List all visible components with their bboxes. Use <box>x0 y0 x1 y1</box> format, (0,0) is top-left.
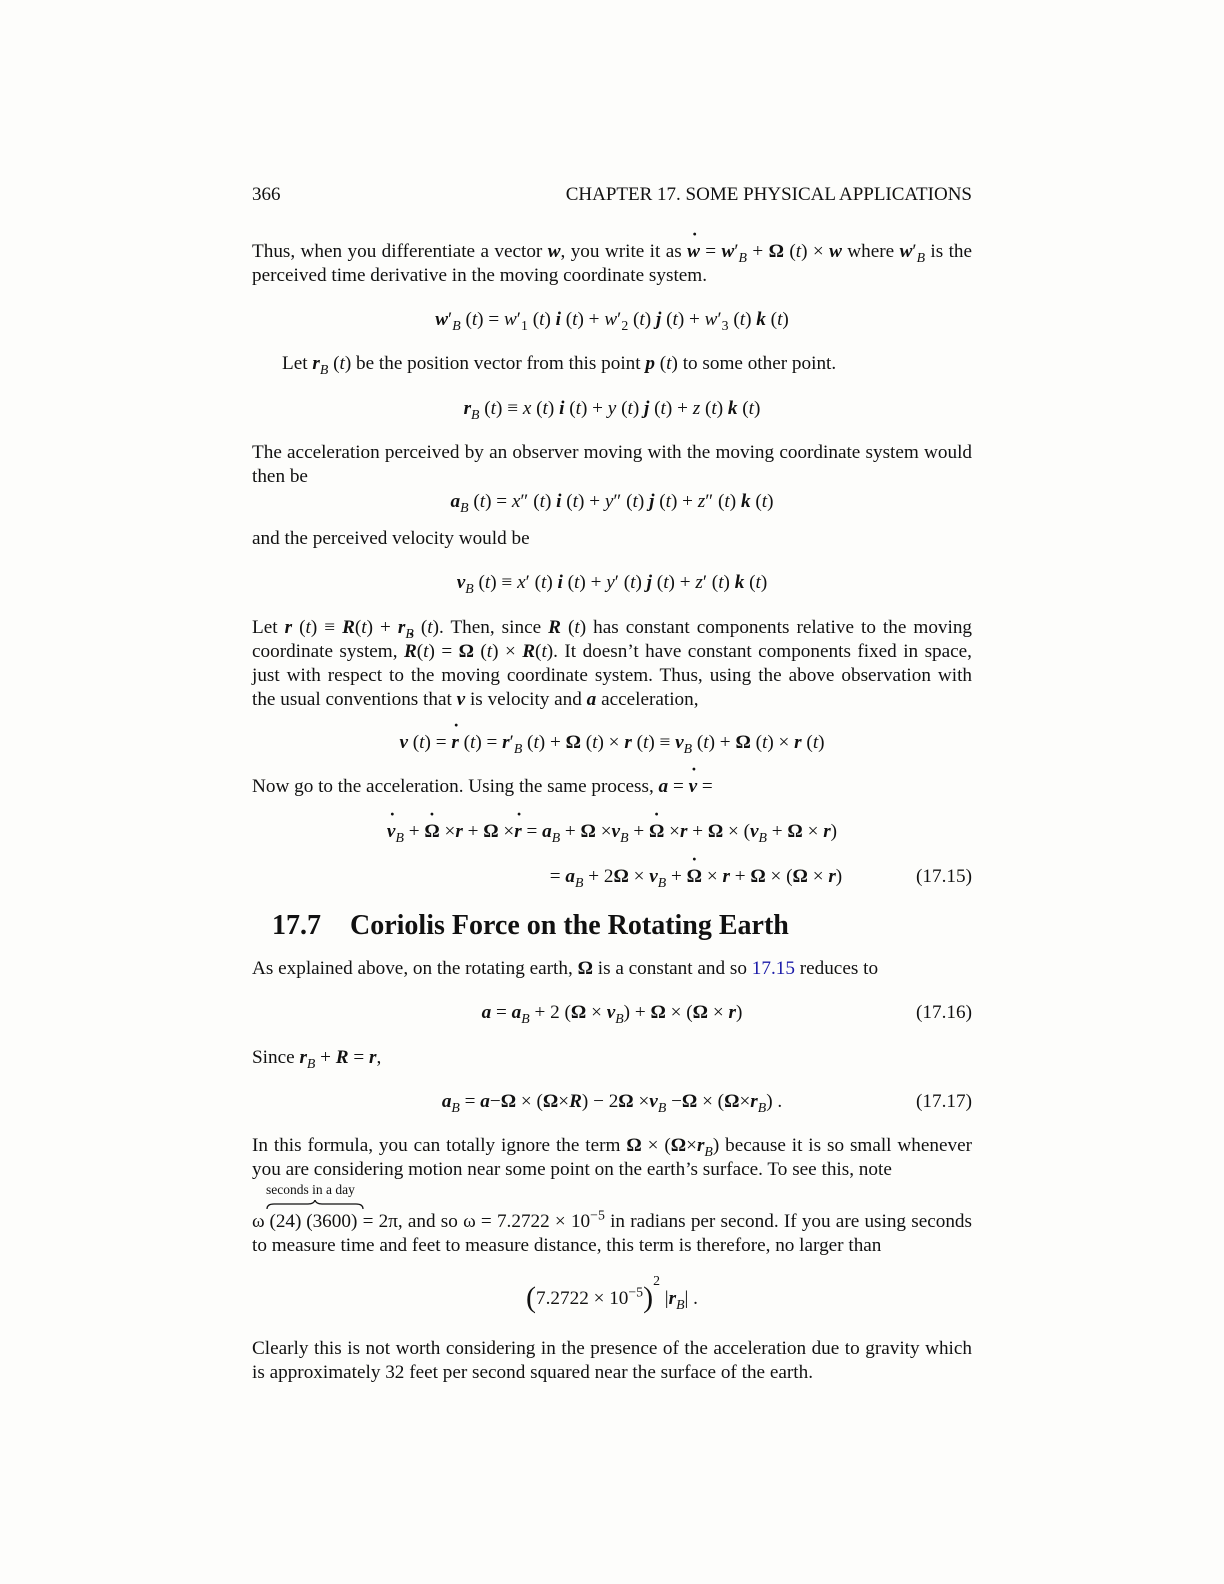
text-span: has constant components relative to the moving coordinate system, <box>252 617 973 662</box>
section-heading <box>272 910 789 942</box>
text-span: Let <box>282 353 313 374</box>
text-span: be the position vector from this point <box>351 353 646 374</box>
overbrace-expression: seconds in a day ω (24) (3600) <box>252 1210 357 1234</box>
text-span: . It doesn’t have constant components fixed in space, just with respect to the moving coordinate system. Thus, using the above observation with the usual conventions that <box>252 641 972 710</box>
text-span: is the perceived time derivative in the moving coordinate system. <box>252 241 973 286</box>
text-span: because it is so small whenever you are considering motion near some point on the earth’s surface. To see this, note <box>252 1135 972 1180</box>
brace-label: seconds in a day <box>266 1182 355 1197</box>
paragraph-acceleration-perceived <box>252 441 972 489</box>
paragraph-let-r: Let r $(t) \equiv R(t) + r_B$ (t). Then, since R (t) has constant components relative to the moving coordinate system, ˙ R(t) = Ω (t) × R(t). It doesn’t have constant components fixed in space, just with respect to the moving coordinate system. Thus, using the above observation with the usual conventions that v is velocity and a acceleration, <box>252 616 972 712</box>
paragraph-position-vector: Let $r_B$ (t) be the position vector from this point p (t) to some other point. <box>282 353 837 377</box>
overbrace-icon <box>266 1200 364 1210</box>
text-span: Now go to the acceleration. Using the same process, <box>252 776 659 797</box>
text-span: acceleration, <box>596 689 699 710</box>
text-span: (24) (3600) <box>269 1211 358 1232</box>
page-number: 366 <box>252 184 281 205</box>
equation-number: (17.15) <box>916 866 972 887</box>
text-span: . Then, since <box>438 617 549 638</box>
equation-number: (17.16) <box>916 1002 972 1023</box>
exponent: −5 <box>590 1207 605 1223</box>
paragraph-omega <box>252 1182 972 1258</box>
text-span: In this formula, you can totally ignore the term <box>252 1135 627 1156</box>
section-title: Coriolis Force on the Rotating Earth <box>350 910 789 941</box>
text-span: , you write it as <box>560 241 688 262</box>
text-span: As explained above, on the rotating earth, <box>252 958 578 979</box>
text-span: is a constant and so <box>592 958 752 979</box>
paragraph-intro: Thus, when you differentiate a vector w, you write it as ˙ $w = w'_B + \Omega$ (t) × w where $w'_B$ is the perceived time derivative in the moving coordinate system. <box>252 240 972 288</box>
paragraph-rotating-earth: As explained above, on the rotating earth, Ω is a constant and so 17.15 reduces to <box>252 958 879 979</box>
equation-number: (17.17) <box>916 1091 972 1112</box>
text-span: Thus, when you differentiate a vector <box>252 241 548 262</box>
text-span: Clearly this is not worth considering in the presence of the acceleration due to gravity which is approximately 32 feet per second squared near the surface of the earth. <box>252 1338 972 1383</box>
text-span: is velocity and <box>465 689 587 710</box>
text-span: reduces to <box>794 958 879 979</box>
paragraph-since: Since $r_B + R = r$, <box>252 1047 382 1071</box>
paragraph-acceleration-process: Now go to the acceleration. Using the same process, a = ˙ v = <box>252 775 972 799</box>
text-span: Since <box>252 1047 300 1068</box>
text-span: to some other point. <box>677 353 837 374</box>
paragraph-ignore-term: In this formula, you can totally ignore the term $\Omega \times (\Omega\times r_B)$ because it is so small whenever you are considering motion near some point on the earth’s surface. To see this, note <box>252 1135 972 1180</box>
page: 366 CHAPTER 17. SOME PHYSICAL APPLICATIONS Thus, when you differentiate a vector w, you write it as ˙ $w = w'_B + \Omega$ (t) × w where $w'_B$ is the perceived time derivative in the moving coordinate system. $w'_B$ $(t) = w'_1$ (t) i $(t) + w'_2$ (t) j $(t) + w'_3$ (t) k (t) Let $r_B$ (t) be the position vector from this point p (t) to some other point. $r_B$ (t) ≡ x (t) i (t) + y (t) j (t) + z (t) k (t) The acceleration perceived by an observer moving with the moving coordinate system would then be $a_B$ (t) = x″ (t) i (t) + y″ (t) j (t) + z″ (t) k (t) and the perceived velocity would be $v_B$ (t) ≡ x′ (t) i (t) + y′ (t) j (t) + z′ (t) k (t) Let r $(t) \equiv R(t) + r_B$ (t). Then, since R (t) has constant components relative to the moving coordinate system, ˙ R(t) = Ω (t) × R(t). It doesn’t have constant components fixed in space, just with respect to the moving coordinate system. Thus, using the above observation with the usual conventions that v is velocity and a acceleration, v (t) = ˙ r $(t) = r'_B$ (t) + Ω (t) × r $(t) \equiv v_B$ (t) + Ω (t) × r (t) Now go to the acceleration. Using the same process, a = ˙ v = ˙ $v_B$ + ˙ Ω ×r + Ω ×˙ $r = a_B + \Omega \times v_B$ + ˙ $\Omega \times r + \Omega \times (v_B + \Omega \times r)$ = $a_B + 2\Omega \times v_B$ + ˙ Ω × r + Ω × (Ω × r) (17.15) 17.7 Coriolis Force on the Rotating Earth As explained above, on the rotating earth, Ω is a constant and so 17.15 reduces to $a = a_B + 2$ $(\Omega \times v_B) + \Omega \times (\Omega \times r)$ (17.16) Since $r_B + R = r$, $a_B = a-\Omega \times (\Omega\times R) - 2\Omega \times v_B -\Omega \times (\Omega\times r_B)$ . (17.17) In this formula, you can totally ignore the term $\Omega \times (\Omega\times r_B)$ because it is so small whenever you are considering motion near some point on the earth’s surface. To see this, note seconds in a day ω (24) (3600) = 2π, and so $\omega = 7.2722 \times 10^{-5}$ in radians per second. If you are using seconds to measure time and feet to measure distance, this term is therefore, no larger than $(7.2722 \times 10^{-5})^2$ $|r_B|$ . Clearly this is not worth considering in the presence of the acceleration due to gravity which is approximately 32 feet per second squared near the surface of the earth. <box>0 0 1224 1584</box>
paragraph-velocity-perceived <box>252 527 972 551</box>
text-span: and the perceived velocity would be <box>252 528 530 549</box>
paragraph-conclusion <box>252 1337 972 1385</box>
chapter-title: CHAPTER 17. SOME PHYSICAL APPLICATIONS <box>565 184 972 205</box>
text-span: The acceleration perceived by an observer moving with the moving coordinate system would then be <box>252 442 972 487</box>
section-number: 17.7 <box>272 910 321 941</box>
text-span: where <box>841 241 900 262</box>
text-span: in radians per second. If you are using seconds to measure time and feet to measure distance, this term is therefore, no larger than <box>252 1211 972 1256</box>
text-span: Let <box>252 617 285 638</box>
text-span: = 2π, and so ω = 7.2722 × 10 <box>357 1211 591 1232</box>
equation-link[interactable]: 17.15 <box>751 958 795 979</box>
